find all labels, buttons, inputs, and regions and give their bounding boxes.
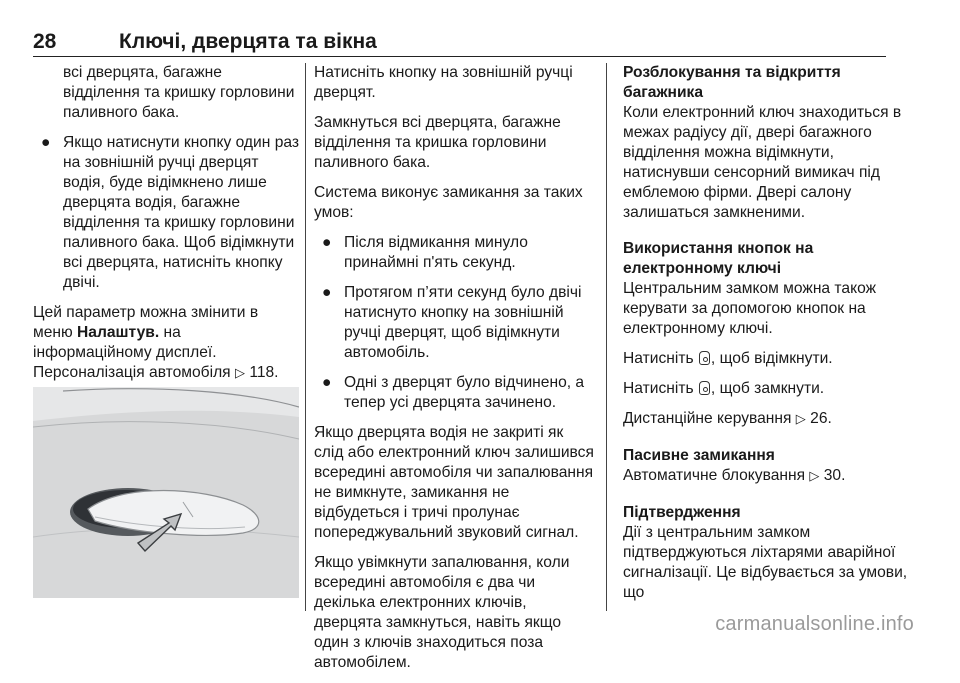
page-reference[interactable]: 26. — [810, 410, 832, 427]
section-heading: Використання кнопок на електронному ключі — [623, 240, 814, 277]
paragraph: Автоматичне блокування ▷ 30. — [623, 467, 846, 484]
paragraph: Система виконує замикання за таких умов: — [314, 184, 583, 221]
page-header — [33, 30, 886, 57]
section-passive-locking — [623, 446, 913, 487]
page-number: 28 — [33, 30, 57, 53]
bullet-icon: ● — [322, 284, 332, 301]
column-right — [623, 63, 913, 619]
bullet-icon: ● — [322, 374, 332, 391]
column-divider — [606, 63, 607, 611]
door-handle-illustration — [33, 387, 299, 598]
list-item: ● Якщо натиснути кнопку один раз на зовнішній ручці дверцят водія, буде відімкнено лише дверцята водія, багажне відділення та кришку горловини паливного бака. Щоб відімкнути всі дверцята, натисніть кнопку двічі. — [41, 134, 300, 291]
paragraph: Натисніть кнопку на зовнішній ручці дверцят. — [314, 64, 573, 101]
menu-name: Налаштув. — [77, 324, 160, 341]
list-item: ● Одні з дверцят було відчинено, а тепер усі дверцята зачинено. — [322, 374, 585, 411]
page-reference[interactable]: 30. — [823, 467, 846, 484]
door-handle-image — [33, 387, 299, 598]
chapter-title: Ключі, дверцята та вікна — [119, 30, 377, 53]
list-item: ● Протягом п’яти секунд було двічі натиснуто кнопку на зовнішній ручці дверцят, щоб відімкнути автомобіль. — [322, 284, 582, 361]
section-heading: Розблокування та відкриття багажника — [623, 64, 841, 101]
page-reference[interactable]: 118. — [249, 364, 279, 381]
cross-reference-icon: ▷ — [795, 412, 806, 427]
section-heading: Підтвердження — [623, 504, 741, 521]
section-heading: Пасивне замикання — [623, 447, 775, 464]
remote-reference: Дистанційне керування ▷ 26. — [623, 410, 832, 427]
conditions-list — [314, 233, 594, 413]
paragraph: Центральним замком можна також керувати за допомогою кнопок на електронному ключі. — [623, 280, 877, 337]
continued-text: всі дверцята, багажне відділення та кришку горловини паливного бака. — [63, 64, 295, 121]
cross-reference-icon: ▷ — [234, 366, 245, 381]
list-item: ● Після відмикання минуло принаймні п'ять секунд. — [322, 234, 528, 271]
unlock-key-icon — [699, 351, 710, 365]
watermark: carmanualsonline.info — [715, 613, 914, 635]
cross-reference-icon: ▷ — [809, 469, 820, 484]
section-unlock-trunk — [623, 63, 913, 223]
bullet-icon: ● — [322, 234, 332, 251]
section-key-buttons — [623, 239, 913, 430]
paragraph: Якщо увімкнути запалювання, коли всередині автомобіля є два чи декілька електронних ключів, дверцята замкнуться, навіть якщо один з ключів знаходиться поза автомобілем. — [314, 554, 570, 671]
paragraph: Коли електронний ключ знаходиться в межах радіусу дії, двері багажного відділення можна відімкнути, натиснувши сенсорний вимикач під емблемою фірми. Двері салону залишаться замкненими. — [623, 104, 902, 221]
column-divider — [305, 63, 306, 611]
settings-paragraph: Цей параметр можна змінити в меню Налаштув. на інформаційному дисплеї. Персоналізація автомобіля ▷ 118. — [33, 304, 279, 381]
lock-key-icon — [699, 381, 710, 395]
column-middle — [314, 63, 594, 683]
section-confirmation — [623, 503, 913, 603]
unlock-instruction: Натисніть , щоб відімкнути. — [623, 350, 833, 367]
bullet-list — [33, 133, 299, 293]
column-left — [33, 63, 299, 418]
paragraph: Якщо дверцята водія не закриті як слід або електронний ключ залишився всередині автомобіля чи запалювання не вимкнуте, замикання не відбудеться і тричі пролунає попереджувальний звуковий сигнал. — [314, 424, 594, 541]
paragraph: Дії з центральним замком підтверджуються ліхтарями аварійної сигналізації. Це відбувається за умови, що — [623, 524, 908, 601]
bullet-icon: ● — [41, 134, 51, 151]
lock-instruction: Натисніть , щоб замкнути. — [623, 380, 825, 397]
paragraph: Замкнуться всі дверцята, багажне відділення та кришка горловини паливного бака. — [314, 114, 561, 171]
